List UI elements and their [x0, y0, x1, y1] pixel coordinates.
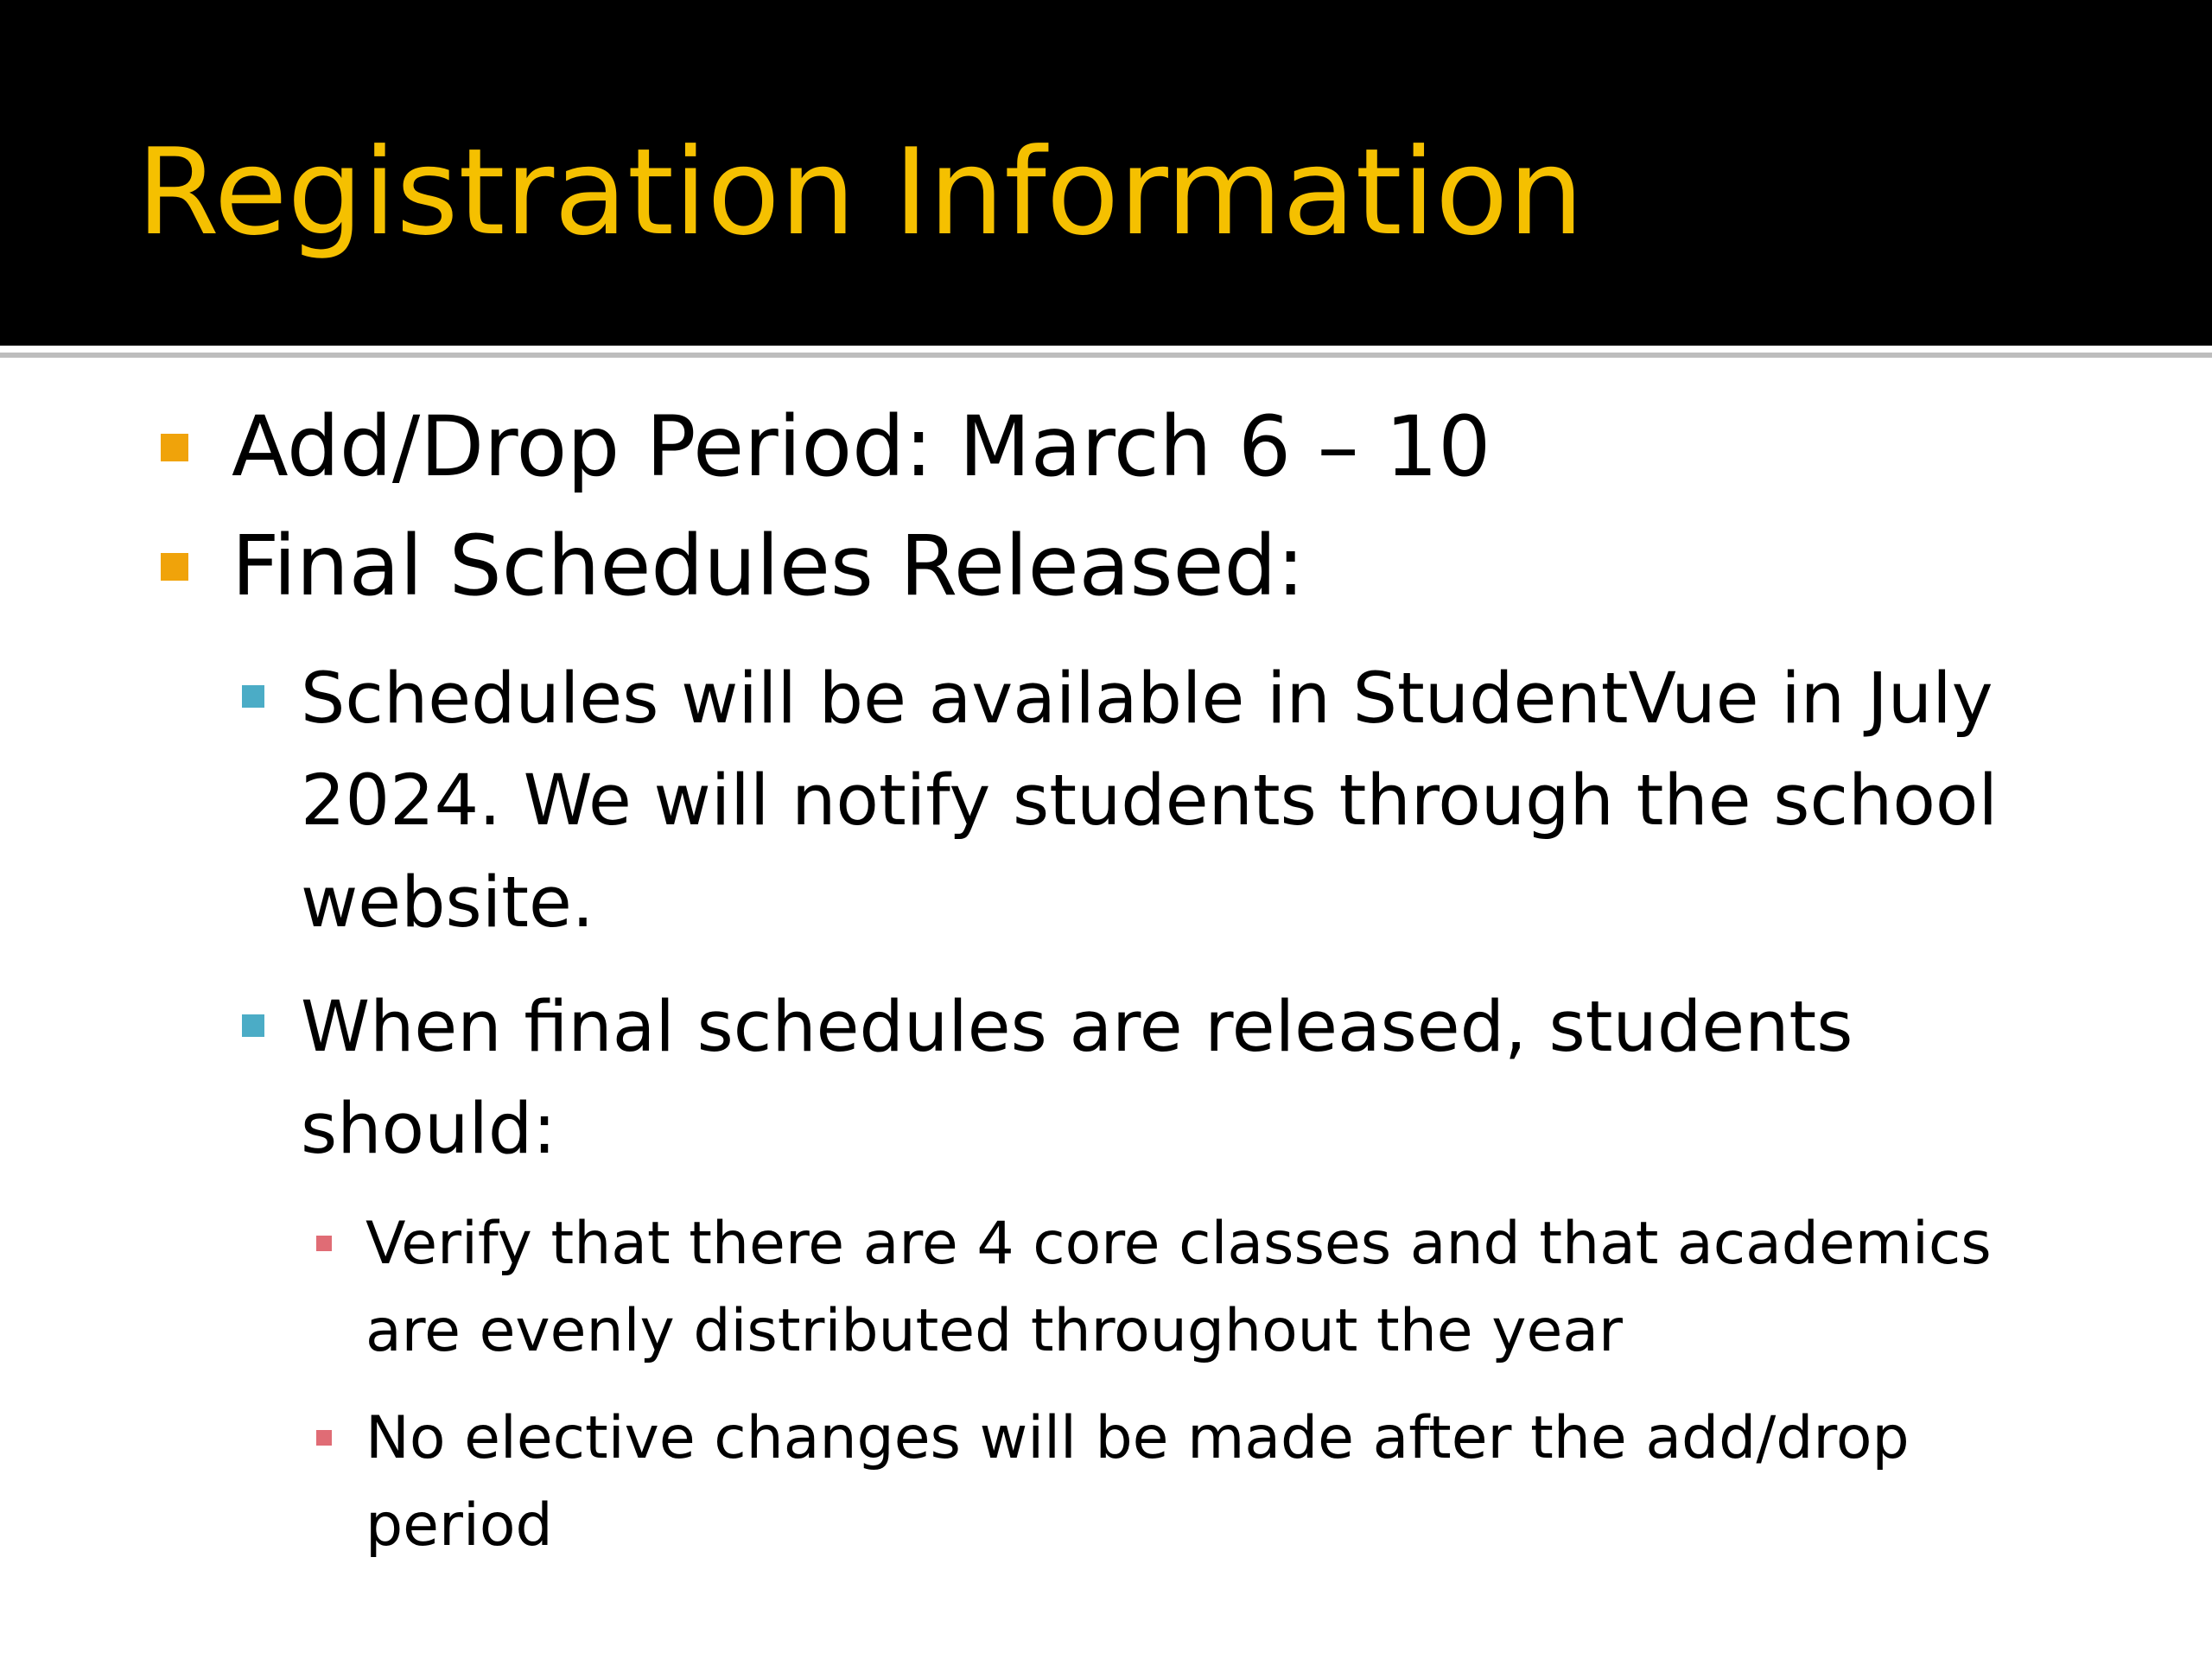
sub-sub-bullet-no-elective-changes: No elective changes will be made after the add/drop period [365, 1404, 1910, 1560]
sub-bullet-students-should: When final schedules are released, students should: [301, 987, 1853, 1170]
sub-sub-bullet-verify-core-classes: Verify that there are 4 core classes and that academics are evenly distributed throughout the year [365, 1210, 1992, 1365]
bullet-square-icon [161, 553, 188, 581]
title-divider [0, 353, 2212, 358]
sub-bullet-square-icon [242, 685, 264, 708]
bullet-add-drop-period: Add/Drop Period: March 6 – 10 [232, 398, 1491, 495]
bullet-square-icon [161, 434, 188, 461]
sub-sub-bullet-square-icon [316, 1430, 332, 1446]
sub-sub-bullet-square-icon [316, 1236, 332, 1251]
bullet-final-schedules: Final Schedules Released: [232, 518, 1305, 614]
slide-title: Registration Information [137, 123, 1584, 262]
sub-bullet-square-icon [242, 1014, 264, 1037]
sub-bullet-studentvue: Schedules will be available in StudentVue in July 2024. We will notify students through the school website. [301, 658, 1998, 944]
